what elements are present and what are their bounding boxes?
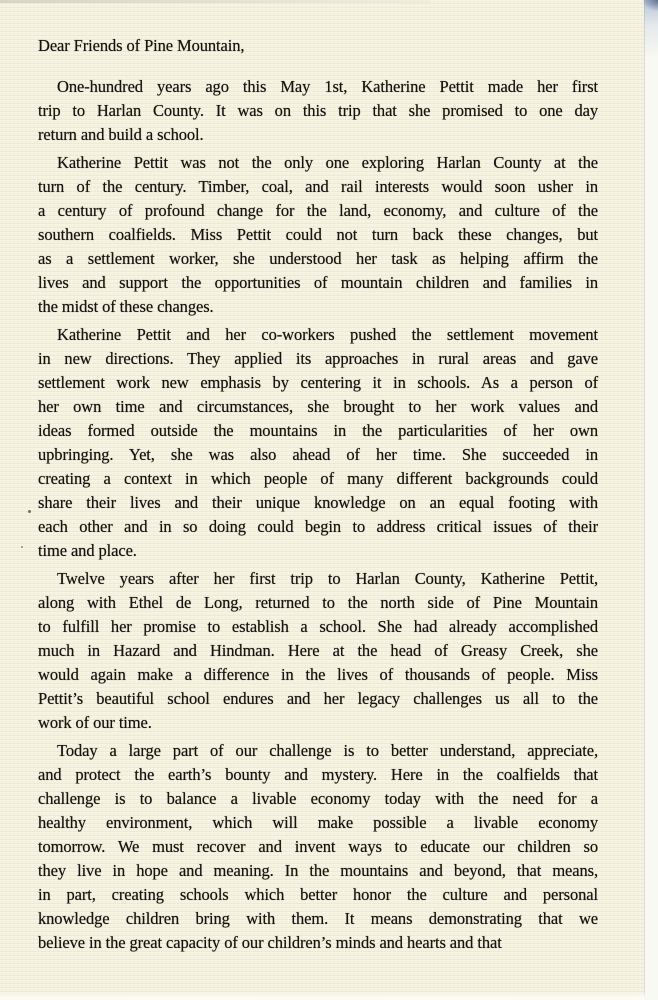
salutation: Dear Friends of Pine Mountain,	[38, 36, 245, 55]
text-line: they live in hope and meaning. In the mountains and beyond, that means,	[38, 861, 598, 880]
text-line: along with Ethel de Long, returned to the north side of Pine Mountain	[38, 593, 598, 612]
text-line: work of our time.	[38, 713, 152, 732]
text-line: settlement work new emphasis by centering it in schools. As a person of	[38, 373, 598, 392]
text-line: challenge is to balance a livable economy today with the need for a	[38, 789, 598, 808]
text-line: as a settlement worker, she understood her task as helping affirm the	[38, 249, 598, 268]
text-line: believe in the great capacity of our children’s minds and hearts and that	[38, 933, 502, 952]
text-line: tomorrow. We must recover and invent ways to educate our children so	[38, 837, 598, 856]
letter-body	[38, 34, 598, 959]
paragraph	[38, 323, 598, 563]
text-line: the midst of these changes.	[38, 297, 214, 316]
text-line: Twelve years after her first trip to Harlan County, Katherine Pettit,	[57, 569, 598, 588]
text-line: her own time and circumstances, she brought to her work values and	[38, 397, 598, 416]
letter-paragraphs	[38, 75, 598, 955]
text-line: a century of profound change for the land, economy, and culture of the	[38, 201, 598, 220]
scan-right-edge-strip	[644, 0, 658, 1000]
text-line: healthy environment, which will make possible a livable economy	[38, 813, 598, 832]
text-line: each other and in so doing could begin to address critical issues of their	[38, 517, 598, 536]
text-line: share their lives and their unique knowledge on an equal footing with	[38, 493, 598, 512]
text-line: lives and support the opportunities of mountain children and families in	[38, 273, 598, 292]
text-line: knowledge children bring with them. It means demonstrating that we	[38, 909, 598, 928]
text-line: much in Hazard and Hindman. Here at the head of Greasy Creek, she	[38, 641, 598, 660]
scan-speck	[21, 546, 23, 548]
text-line: Katherine Pettit and her co-workers pushed the settlement movement	[57, 325, 598, 344]
scan-top-smudge	[0, 0, 430, 3]
text-line: Pettit’s beautiful school endures and her legacy challenges us all to the	[38, 689, 598, 708]
text-line: One-hundred years ago this May 1st, Katherine Pettit made her first	[57, 77, 598, 96]
scan-speck	[28, 510, 31, 513]
text-line: upbringing. Yet, she was also ahead of her time. She succeeded in	[38, 445, 598, 464]
paragraph	[38, 739, 598, 955]
text-line: and protect the earth’s bounty and mystery. Here in the coalfields that	[38, 765, 598, 784]
text-line: would again make a difference in the lives of thousands of people. Miss	[38, 665, 598, 684]
paragraph	[38, 75, 598, 147]
scan-corner-artifact	[643, 0, 658, 11]
text-line: turn of the century. Timber, coal, and rail interests would soon usher in	[38, 177, 598, 196]
text-line: in new directions. They applied its approaches in rural areas and gave	[38, 349, 598, 368]
text-line: ideas formed outside the mountains in the particularities of her own	[38, 421, 598, 440]
text-line: trip to Harlan County. It was on this trip that she promised to one day	[38, 101, 598, 120]
paragraph	[38, 151, 598, 319]
text-line: Today a large part of our challenge is to better understand, appreciate,	[57, 741, 598, 760]
text-line: in part, creating schools which better honor the culture and personal	[38, 885, 598, 904]
scan-bottom-edge	[0, 992, 645, 1000]
text-line: return and build a school.	[38, 125, 204, 144]
text-line: creating a context in which people of many different backgrounds could	[38, 469, 598, 488]
paragraph	[38, 567, 598, 735]
text-line: time and place.	[38, 541, 137, 560]
text-line: southern coalfields. Miss Pettit could not turn back these changes, but	[38, 225, 598, 244]
text-line: to fulfill her promise to establish a school. She had already accomplished	[38, 617, 598, 636]
text-line: Katherine Pettit was not the only one exploring Harlan County at the	[57, 153, 598, 172]
